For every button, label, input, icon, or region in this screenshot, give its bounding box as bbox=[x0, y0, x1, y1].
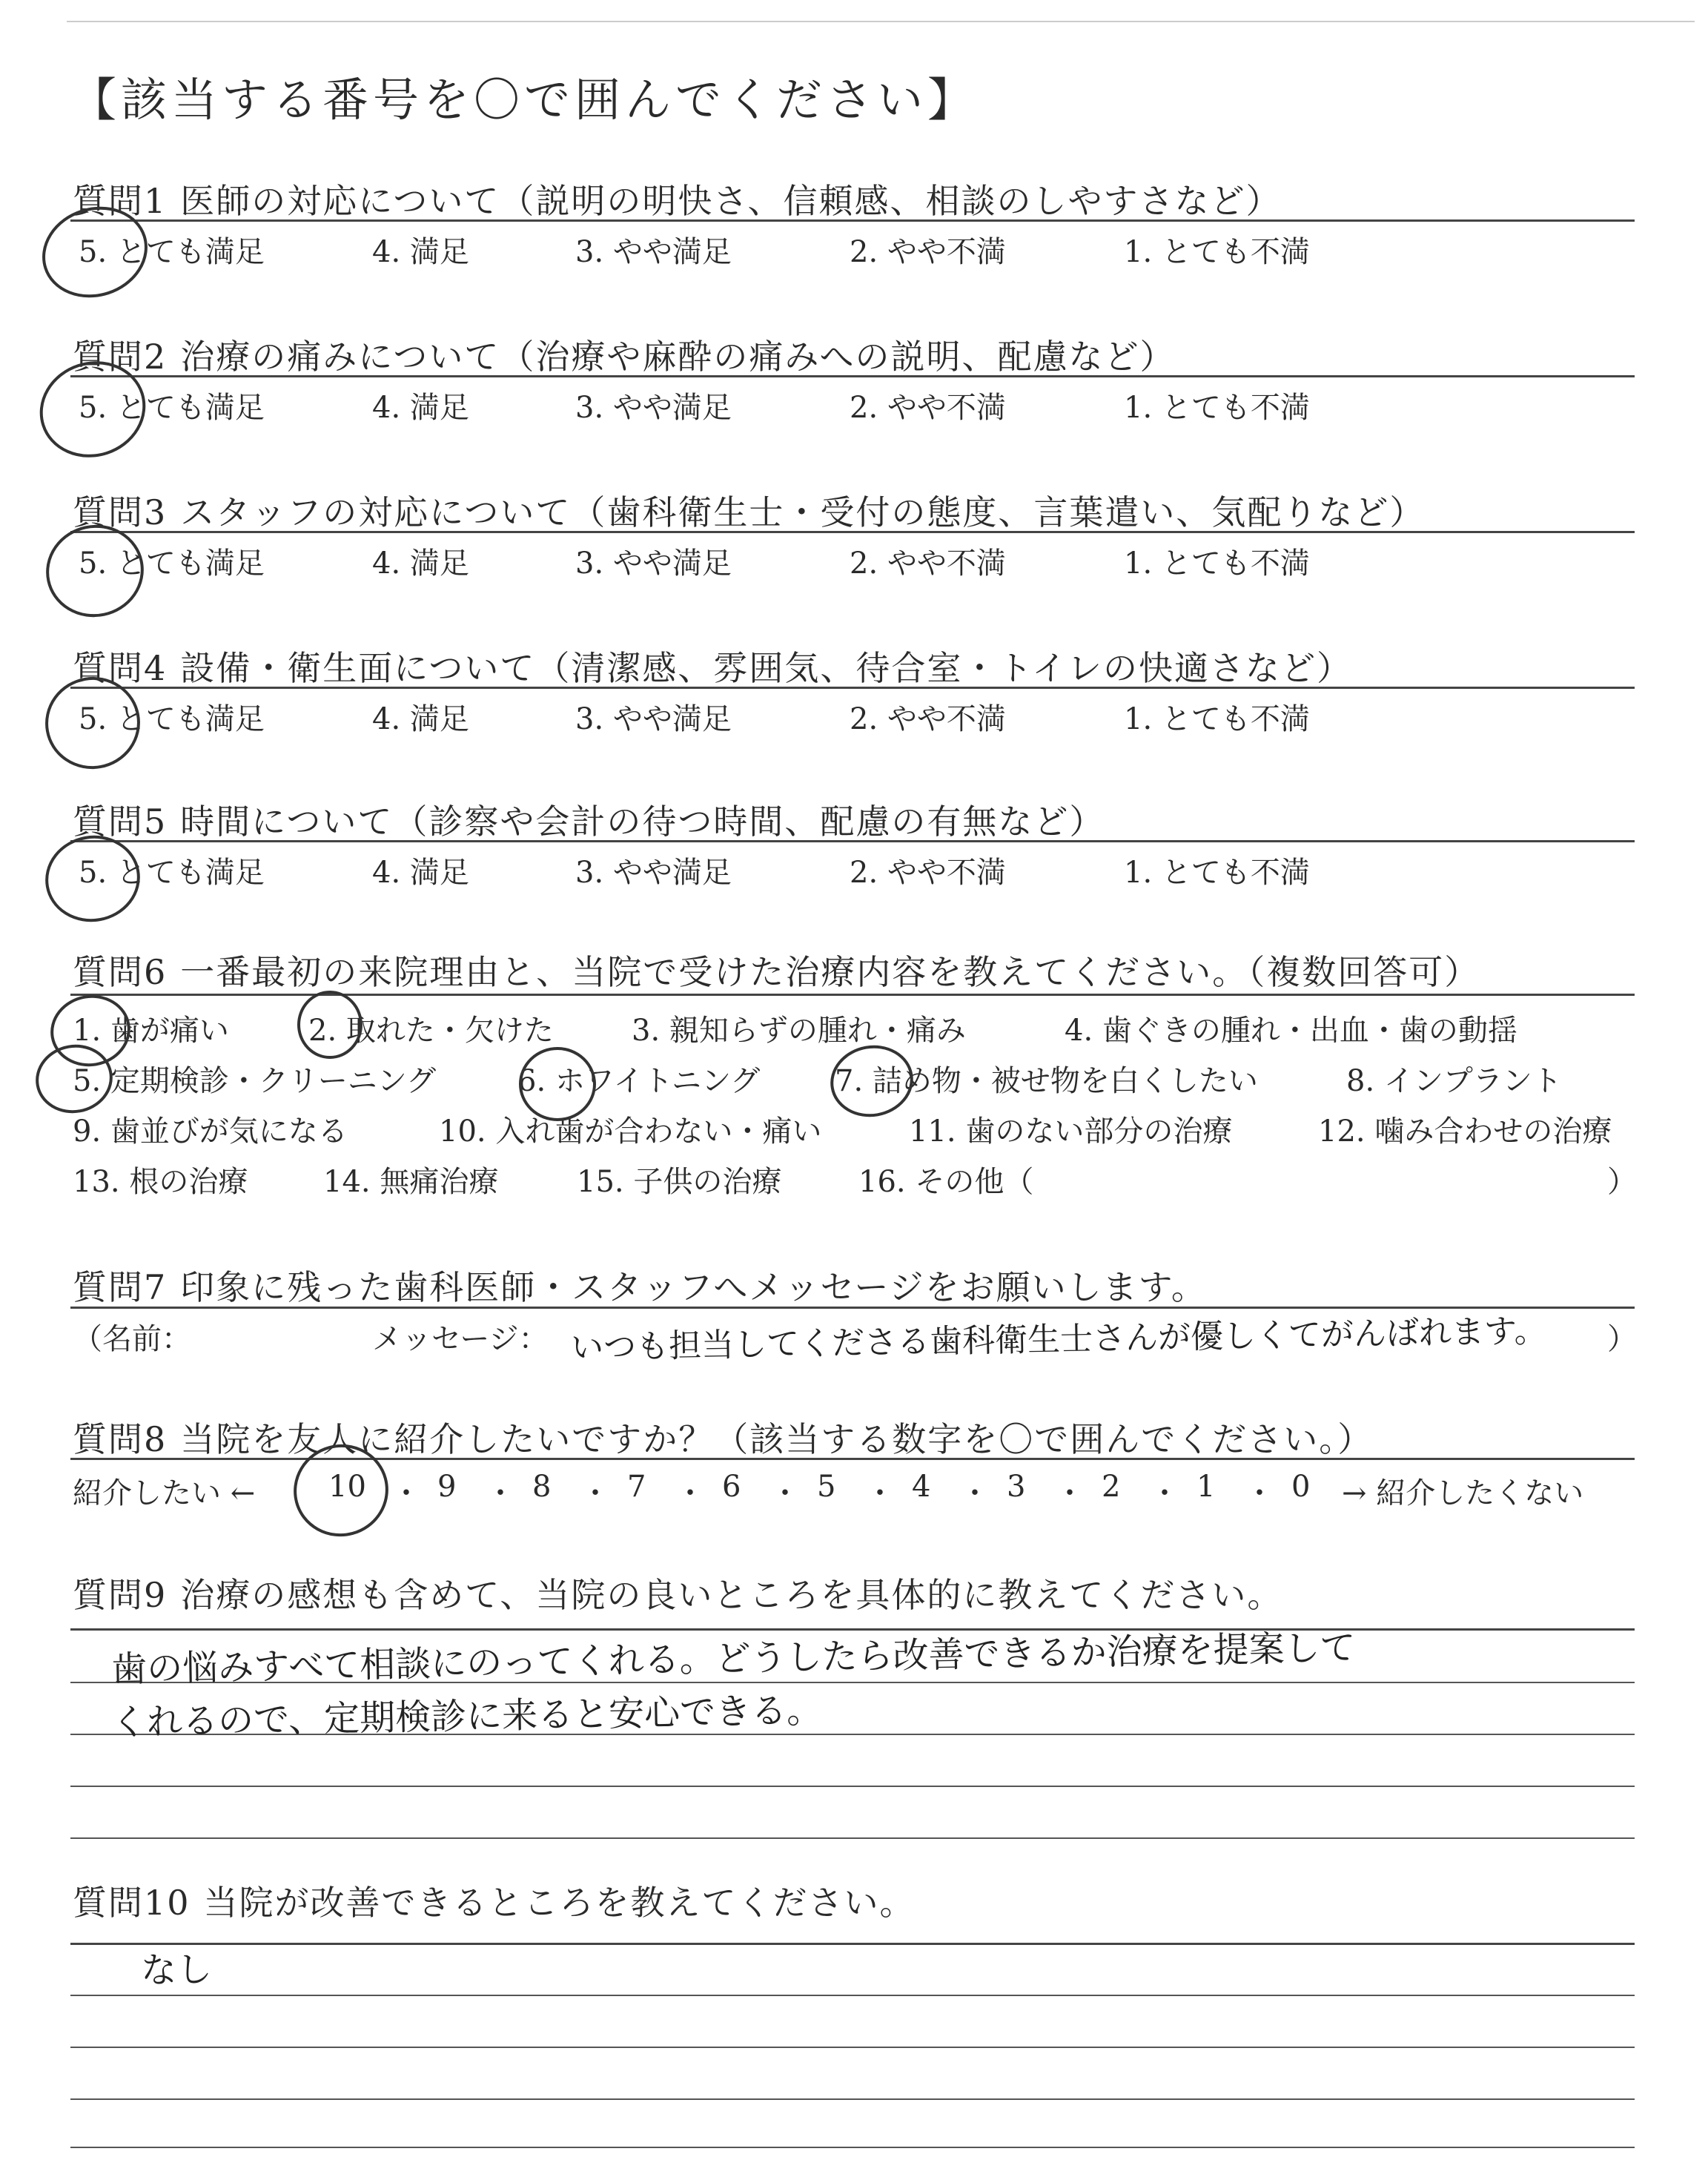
message-value[interactable]: いつも担当してくださる歯科衛生士さんが優しくてがんばれます。 bbox=[570, 1312, 1547, 1367]
reason-option[interactable]: 13. 根の治療 bbox=[73, 1165, 248, 1199]
scale-3[interactable]: 3 bbox=[1007, 1470, 1026, 1504]
option-very-satisfied[interactable]: 5. とても満足 bbox=[79, 546, 265, 581]
reason-option[interactable]: 6. ホワイトニング bbox=[517, 1064, 761, 1098]
question-4 bbox=[73, 641, 1352, 690]
question-9-text: 治療の感想も含めて、当院の良いところを具体的に教えてください。 bbox=[180, 1575, 1283, 1615]
scale-dot: ・ bbox=[486, 1476, 515, 1510]
reason-option[interactable]: 12. 噛み合わせの治療 bbox=[1318, 1114, 1612, 1149]
question-8-text: 当院を友人に紹介したいですか？（該当する数字を〇で囲んでください。） bbox=[180, 1419, 1374, 1459]
scale-right-label: → 紹介したくない bbox=[1342, 1476, 1584, 1510]
scale-dot: ・ bbox=[1150, 1476, 1179, 1510]
option-somewhat-dissatisfied[interactable]: 2. やや不満 bbox=[850, 391, 1006, 425]
question-5 bbox=[73, 795, 1105, 844]
improvement-answer[interactable]: なし bbox=[140, 1949, 213, 1992]
option-somewhat-satisfied[interactable]: 3. やや満足 bbox=[575, 391, 732, 425]
option-somewhat-satisfied[interactable]: 3. やや満足 bbox=[575, 856, 732, 890]
option-very-satisfied[interactable]: 5. とても満足 bbox=[79, 856, 265, 890]
option-satisfied[interactable]: 4. 満足 bbox=[372, 856, 469, 890]
question-10 bbox=[73, 1876, 916, 1925]
reason-option[interactable]: 14. 無痛治療 bbox=[323, 1165, 499, 1199]
question-2-options bbox=[73, 384, 1637, 429]
option-satisfied[interactable]: 4. 満足 bbox=[372, 546, 469, 581]
option-somewhat-dissatisfied[interactable]: 2. やや不満 bbox=[850, 546, 1006, 581]
question-1-options bbox=[73, 228, 1637, 273]
good-points-answer-line-2[interactable]: くれるので、定期検診に来ると安心できる。 bbox=[110, 1689, 823, 1744]
question-9-number: 質問9 bbox=[73, 1575, 168, 1615]
option-very-dissatisfied[interactable]: 1. とても不満 bbox=[1124, 856, 1310, 890]
option-somewhat-satisfied[interactable]: 3. やや満足 bbox=[575, 702, 732, 736]
question-2 bbox=[73, 330, 1175, 379]
question-5-number: 質問5 bbox=[73, 802, 168, 842]
scale-dot: ・ bbox=[675, 1476, 705, 1510]
scale-8[interactable]: 8 bbox=[532, 1470, 552, 1504]
question-3-number: 質問3 bbox=[73, 492, 168, 532]
scale-7[interactable]: 7 bbox=[627, 1470, 646, 1504]
option-satisfied[interactable]: 4. 満足 bbox=[372, 391, 469, 425]
question-10-rule bbox=[70, 1943, 1635, 1945]
reason-option[interactable]: 11. 歯のない部分の治療 bbox=[909, 1114, 1233, 1149]
answer-line bbox=[70, 2147, 1635, 2148]
question-2-number: 質問2 bbox=[73, 337, 168, 377]
option-somewhat-satisfied[interactable]: 3. やや満足 bbox=[575, 235, 732, 269]
option-somewhat-satisfied[interactable]: 3. やや満足 bbox=[575, 546, 732, 581]
reason-option[interactable]: 3. 親知らずの腫れ・痛み bbox=[632, 1014, 966, 1048]
scale-9[interactable]: 9 bbox=[437, 1470, 457, 1504]
question-3-rule bbox=[70, 531, 1635, 533]
answer-line bbox=[70, 1837, 1635, 1839]
question-10-number: 質問10 bbox=[73, 1883, 191, 1923]
option-very-dissatisfied[interactable]: 1. とても不満 bbox=[1124, 391, 1310, 425]
question-4-options bbox=[73, 696, 1637, 740]
scale-left-label: 紹介したい ← bbox=[73, 1476, 256, 1510]
question-6-row-3 bbox=[73, 1108, 1637, 1152]
option-very-satisfied[interactable]: 5. とても満足 bbox=[79, 702, 265, 736]
question-6 bbox=[73, 945, 1480, 994]
reason-option[interactable]: 5. 定期検診・クリーニング bbox=[73, 1064, 437, 1098]
message-label: メッセージ： bbox=[372, 1322, 549, 1356]
question-1-number: 質問1 bbox=[73, 181, 168, 221]
reason-option[interactable]: 15. 子供の治療 bbox=[577, 1165, 782, 1199]
scale-6[interactable]: 6 bbox=[722, 1470, 741, 1504]
name-label: （名前： bbox=[73, 1322, 191, 1356]
scale-dot: ・ bbox=[391, 1476, 421, 1510]
question-6-row-1 bbox=[73, 1007, 1637, 1051]
scale-dot: ・ bbox=[580, 1476, 610, 1510]
question-8 bbox=[73, 1413, 1373, 1462]
question-9 bbox=[73, 1568, 1282, 1617]
scale-1[interactable]: 1 bbox=[1196, 1470, 1216, 1504]
scale-2[interactable]: 2 bbox=[1102, 1470, 1121, 1504]
option-very-satisfied[interactable]: 5. とても満足 bbox=[79, 235, 265, 269]
reason-option-other-close: ） bbox=[1607, 1165, 1637, 1199]
question-6-row-4 bbox=[73, 1158, 1637, 1203]
question-4-text: 設備・衛生面について（清潔感、雰囲気、待合室・トイレの快適さなど） bbox=[180, 648, 1353, 688]
question-6-number: 質問6 bbox=[73, 952, 168, 992]
answer-line bbox=[70, 2098, 1635, 2100]
reason-option[interactable]: 10. 入れ歯が合わない・痛い bbox=[439, 1114, 822, 1149]
question-7 bbox=[73, 1261, 1207, 1309]
question-1 bbox=[73, 174, 1282, 223]
answer-line bbox=[70, 2047, 1635, 2048]
question-7-number: 質問7 bbox=[73, 1267, 168, 1307]
option-very-dissatisfied[interactable]: 1. とても不満 bbox=[1124, 546, 1310, 581]
scale-dot: ・ bbox=[1245, 1476, 1274, 1510]
option-somewhat-dissatisfied[interactable]: 2. やや不満 bbox=[850, 235, 1006, 269]
reason-option-other[interactable]: 16. その他（ bbox=[858, 1165, 1034, 1199]
reason-option[interactable]: 2. 取れた・欠けた bbox=[308, 1014, 554, 1048]
option-somewhat-dissatisfied[interactable]: 2. やや不満 bbox=[850, 856, 1006, 890]
question-8-rule bbox=[70, 1458, 1635, 1460]
question-3-options bbox=[73, 540, 1637, 584]
option-satisfied[interactable]: 4. 満足 bbox=[372, 235, 469, 269]
question-8-number: 質問8 bbox=[73, 1419, 168, 1459]
question-5-text: 時間について（診察や会計の待つ時間、配慮の有無など） bbox=[180, 802, 1105, 842]
question-7-text: 印象に残った歯科医師・スタッフへメッセージをお願いします。 bbox=[180, 1267, 1207, 1307]
scale-dot: ・ bbox=[865, 1476, 895, 1510]
question-6-row-2 bbox=[73, 1057, 1637, 1102]
answer-line bbox=[70, 1995, 1635, 1996]
reason-option[interactable]: 7. 詰め物・被せ物を白くしたい bbox=[835, 1064, 1258, 1098]
question-1-text: 医師の対応について（説明の明快さ、信頼感、相談のしやすさなど） bbox=[180, 181, 1282, 221]
scale-dot: ・ bbox=[960, 1476, 990, 1510]
question-10-text: 当院が改善できるところを教えてください。 bbox=[203, 1883, 916, 1923]
question-6-text: 一番最初の来院理由と、当院で受けた治療内容を教えてください。（複数回答可） bbox=[180, 952, 1480, 992]
question-1-rule bbox=[70, 219, 1635, 222]
scale-dot: ・ bbox=[770, 1476, 800, 1510]
option-very-satisfied[interactable]: 5. とても満足 bbox=[79, 391, 265, 425]
question-6-rule bbox=[70, 994, 1635, 996]
message-close: ） bbox=[1607, 1322, 1637, 1356]
recommend-scale bbox=[73, 1470, 1637, 1514]
question-4-rule bbox=[70, 687, 1635, 689]
good-points-answer-line-1[interactable]: 歯の悩みすべて相談にのってくれる。どうしたら改善できるか治療を提案して bbox=[110, 1627, 1357, 1691]
question-5-options bbox=[73, 849, 1637, 894]
option-satisfied[interactable]: 4. 満足 bbox=[372, 702, 469, 736]
question-2-rule bbox=[70, 375, 1635, 377]
reason-option[interactable]: 4. 歯ぐきの腫れ・出血・歯の動揺 bbox=[1065, 1014, 1517, 1048]
option-very-dissatisfied[interactable]: 1. とても不満 bbox=[1124, 235, 1310, 269]
scale-dot: ・ bbox=[1055, 1476, 1085, 1510]
scale-5[interactable]: 5 bbox=[817, 1470, 836, 1504]
option-very-dissatisfied[interactable]: 1. とても不満 bbox=[1124, 702, 1310, 736]
question-5-rule bbox=[70, 840, 1635, 842]
top-border bbox=[67, 21, 1695, 22]
scale-10[interactable]: 10 bbox=[328, 1470, 366, 1504]
scale-0[interactable]: 0 bbox=[1291, 1470, 1311, 1504]
option-somewhat-dissatisfied[interactable]: 2. やや不満 bbox=[850, 702, 1006, 736]
reason-option[interactable]: 1. 歯が痛い bbox=[73, 1014, 229, 1048]
question-3 bbox=[73, 486, 1425, 535]
page-heading: 【該当する番号を〇で囲んでください】 bbox=[70, 73, 979, 127]
answer-line bbox=[70, 1786, 1635, 1787]
question-3-text: スタッフの対応について（歯科衛生士・受付の態度、言葉遣い、気配りなど） bbox=[180, 492, 1426, 532]
reason-option[interactable]: 8. インプラント bbox=[1346, 1064, 1562, 1098]
question-4-number: 質問4 bbox=[73, 648, 168, 688]
reason-option[interactable]: 9. 歯並びが気になる bbox=[73, 1114, 348, 1149]
question-2-text: 治療の痛みについて（治療や麻酔の痛みへの説明、配慮など） bbox=[180, 337, 1176, 377]
scale-4[interactable]: 4 bbox=[912, 1470, 931, 1504]
